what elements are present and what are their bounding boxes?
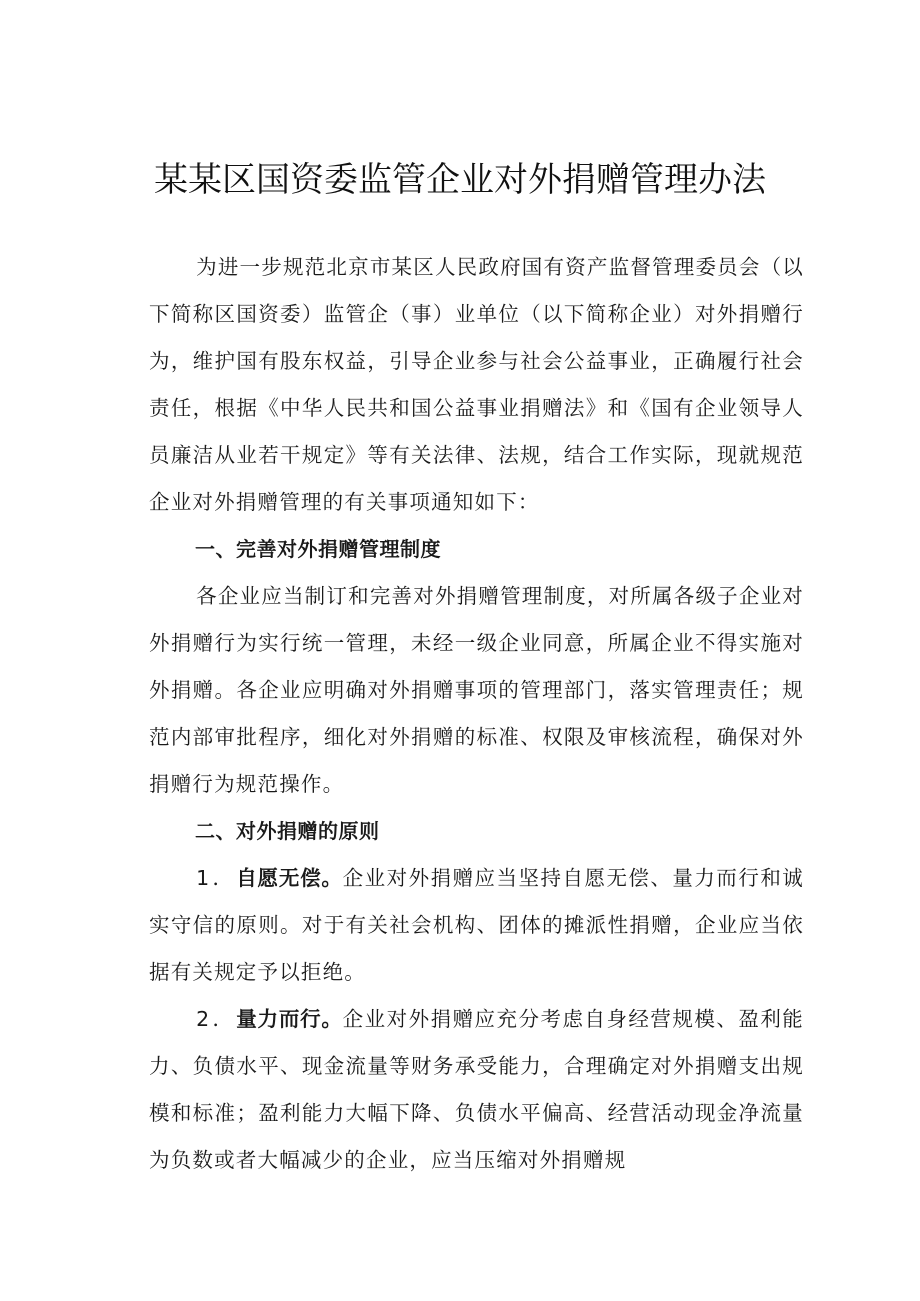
principle-item-1: [149, 855, 804, 996]
item-lead: 量力而行。: [236, 1007, 343, 1031]
item-text: 企业对外捐赠应充分考虑自身经营规模、盈利能力、负债水平、现金流量等财务承受能力，合理确定对外捐赠支出规模和标准；盈利能力大幅下降、负债水平偏高、经营活动现金净流量为负数或者大幅减少的企业，应当压缩对外捐赠规: [149, 1007, 805, 1172]
principle-item-2: [149, 996, 804, 1184]
section-1-paragraph: 各企业应当制订和完善对外捐赠管理制度，对所属各级子企业对外捐赠行为实行统一管理，未经一级企业同意，所属企业不得实施对外捐赠。各企业应明确对外捐赠事项的管理部门，落实管理责任；规范内部审批程序，细化对外捐赠的标准、权限及审核流程，确保对外捐赠行为规范操作。: [149, 584, 804, 796]
item-number: 1．: [196, 866, 237, 890]
section-2-heading: 二、对外捐赠的原则: [195, 819, 380, 843]
item-text: 企业对外捐赠应当坚持自愿无偿、量力而行和诚实守信的原则。对于有关社会机构、团体的摊派性捐赠，企业应当依据有关规定予以拒绝。: [149, 866, 805, 984]
section-1-heading: 一、完善对外捐赠管理制度: [195, 537, 441, 561]
intro-paragraph: 为进一步规范北京市某区人民政府国有资产监督管理委员会（以下简称区国资委）监管企（事）业单位（以下简称企业）对外捐赠行为，维护国有股东权益，引导企业参与社会公益事业，正确履行社会责任，根据《中华人民共和国公益事业捐赠法》和《国有企业领导人员廉洁从业若干规定》等有关法律、法规，结合工作实际，现就规范企业对外捐赠管理的有关事项通知如下：: [149, 255, 804, 514]
item-number: 2．: [196, 1007, 237, 1031]
item-lead: 自愿无偿。: [236, 866, 343, 890]
document-body: [149, 244, 804, 1184]
document-title: 某某区国资委监管企业对外捐赠管理办法: [154, 160, 766, 200]
